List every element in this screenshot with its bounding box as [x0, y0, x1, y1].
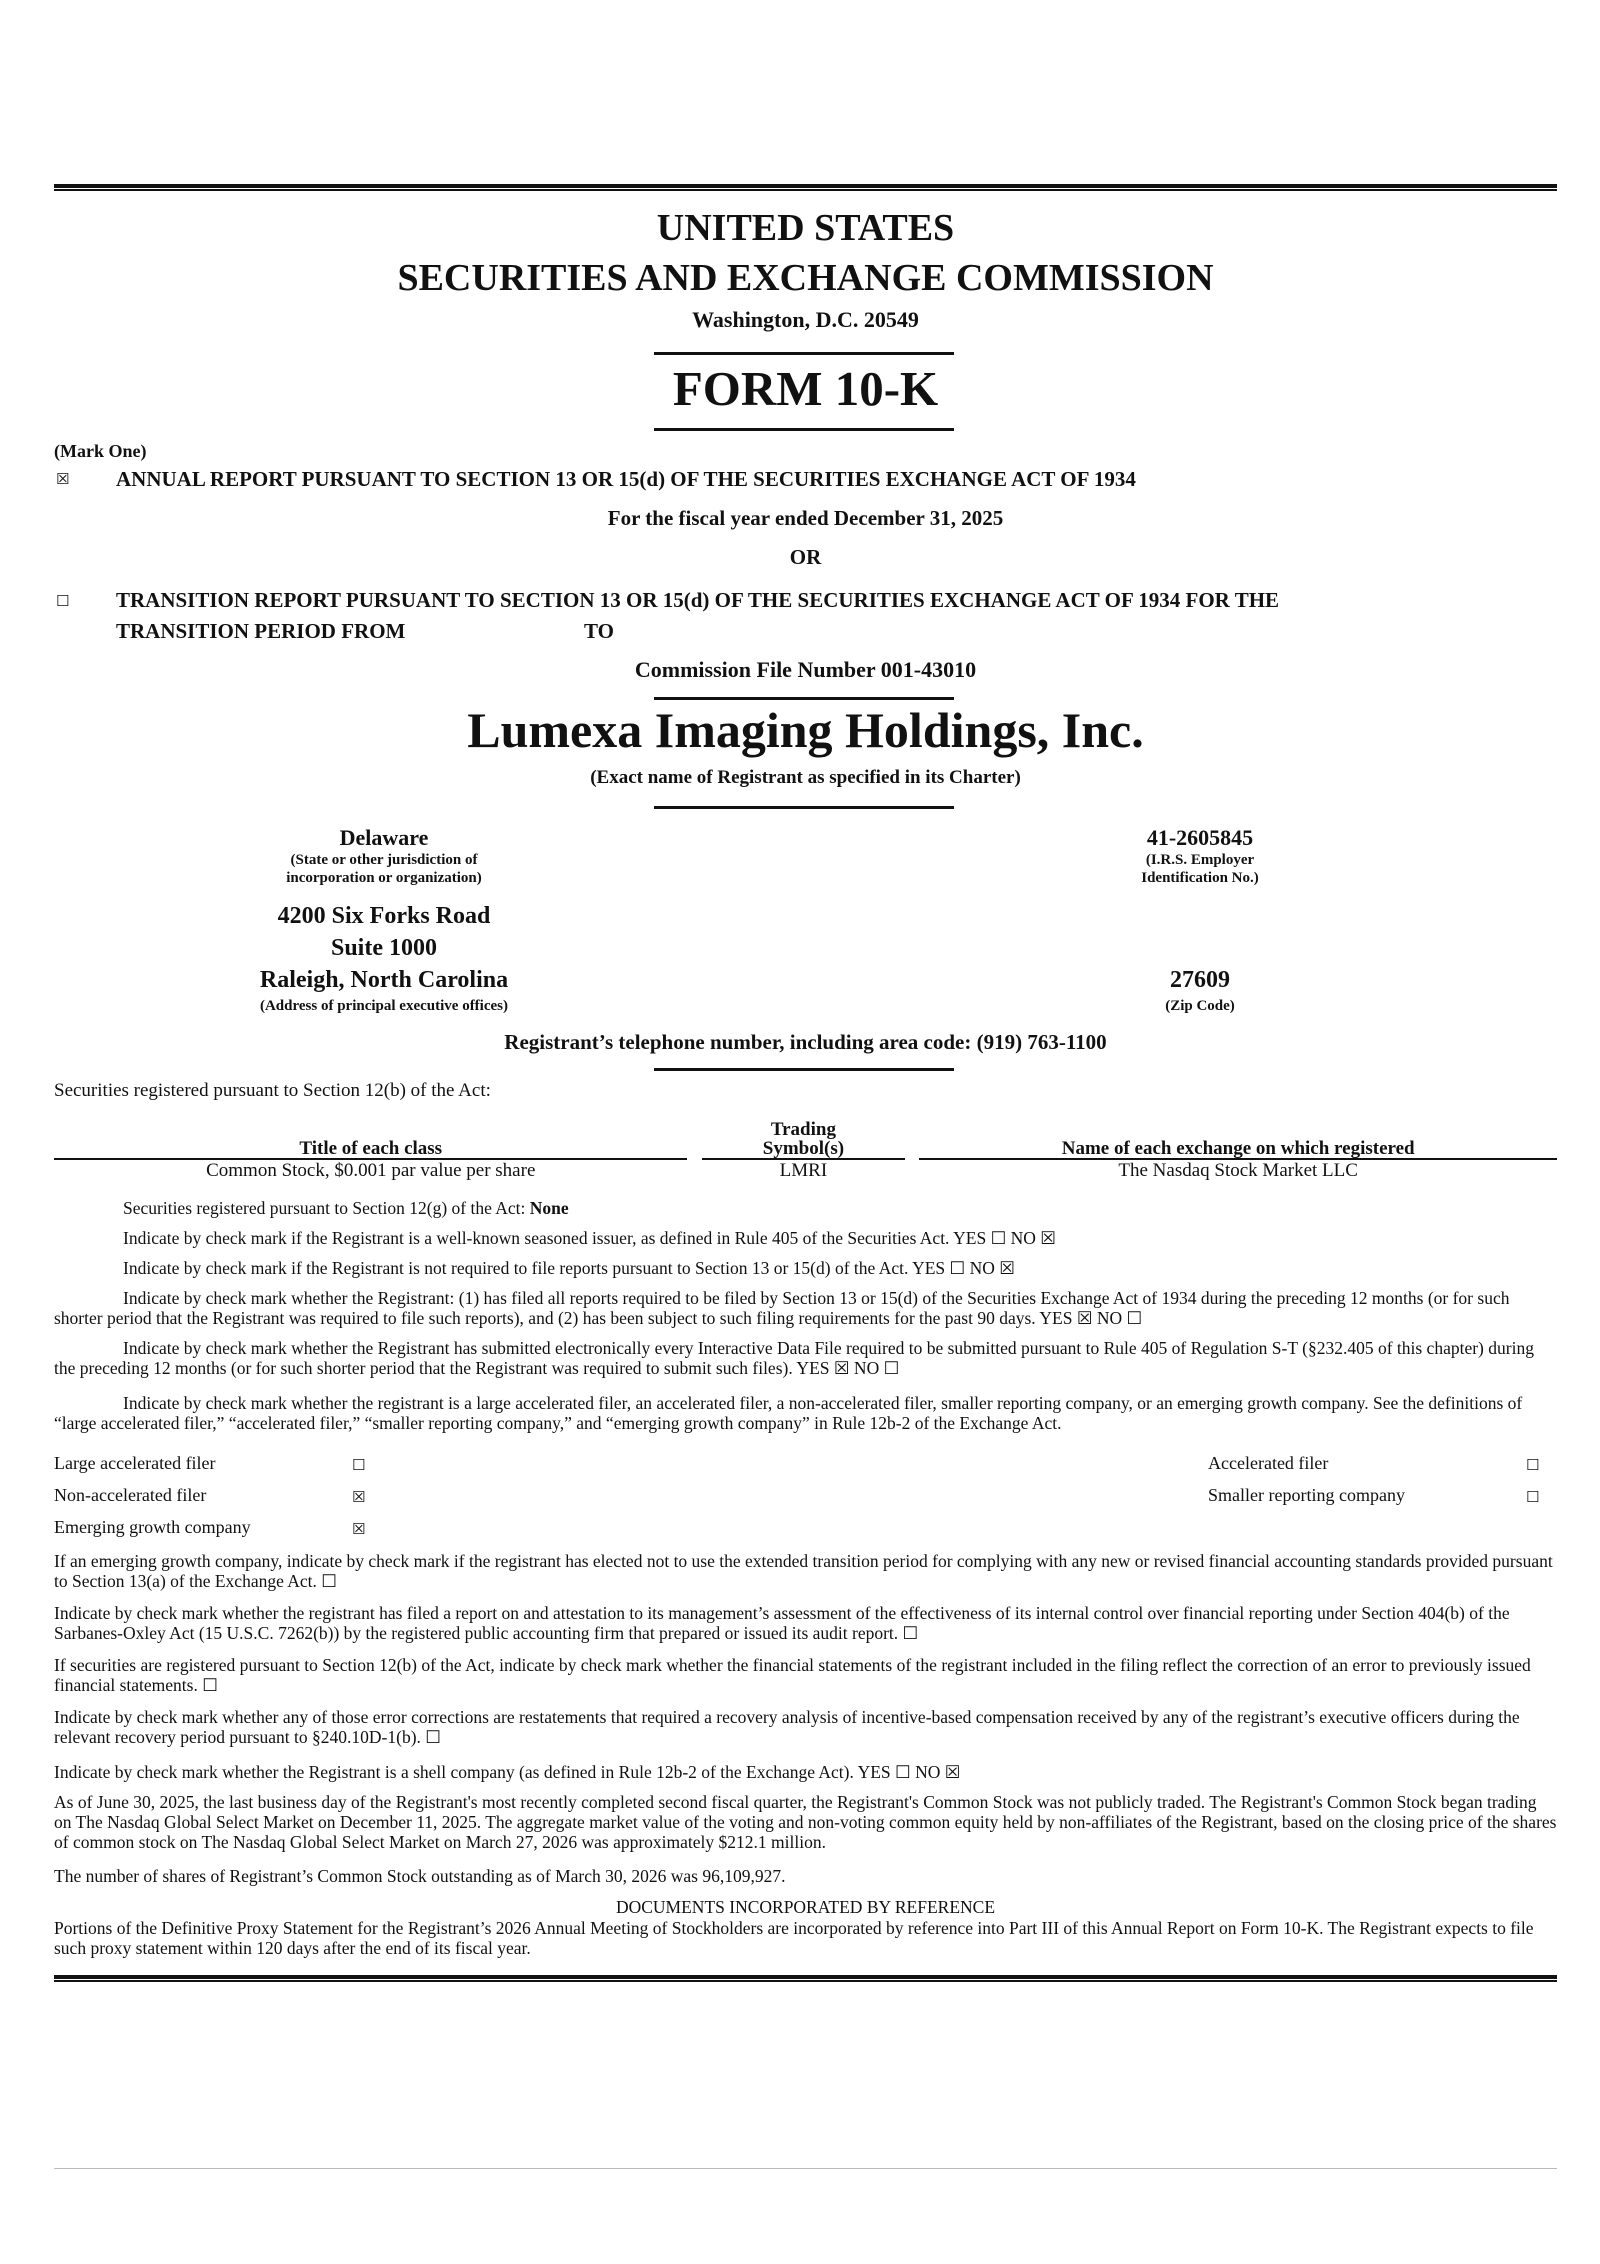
- restatement-check: Indicate by check mark whether any of those error corrections are restatements that required a recovery analysis of incentive-based compensation received by any of the registrant’s executive officers during the relevant recovery period pursuant to §240.10D-1(b). ☐: [54, 1707, 1520, 1747]
- registrant-name-caption: (Exact name of Registrant as specified in its Charter): [590, 767, 1021, 788]
- large-accelerated-filer-label: Large accelerated filer: [54, 1453, 216, 1473]
- state-block: [234, 825, 534, 887]
- transition-period-to: TO: [584, 619, 614, 643]
- page-footer-rule: [54, 2168, 1557, 2169]
- ein-block: [1100, 825, 1300, 887]
- egc-transition-check: If an emerging growth company, indicate by check mark if the registrant has elected not to use the extended transition period for complying with any new or revised financial accounting standards provided pursuant to Section 13(a) of the Exchange Act. ☐: [54, 1551, 1553, 1591]
- or-separator: OR: [789, 545, 822, 569]
- section-12g-label: Securities registered pursuant to Section 12(g) of the Act:: [123, 1198, 526, 1218]
- emerging-growth-checkbox: ☒: [352, 1520, 366, 1538]
- icfr-check: Indicate by check mark whether the registrant has filed a report on and attestation to its management’s assessment of the effectiveness of its internal control over financial reporting under Section 404(b) of the Sarbanes-Oxley Act (15 U.S.C. 7262(b)) by the registered public accounting firm that prepared or issued its audit report. ☐: [54, 1603, 1510, 1643]
- col-symbol-header-line-1: Trading: [770, 1119, 836, 1140]
- col-exchange-header: Name of each exchange on which registered: [919, 1110, 1557, 1160]
- non-accelerated-filer-label: Non-accelerated filer: [54, 1485, 207, 1505]
- shell-company-check: Indicate by check mark whether the Registrant is a shell company (as defined in Rule 12b-2 of the Exchange Act). YES ☐ NO ☒: [54, 1762, 961, 1782]
- section-12g-line: [123, 1198, 569, 1218]
- emerging-growth-label: Emerging growth company: [54, 1517, 251, 1537]
- ein-caption-2: Identification No.): [1141, 870, 1259, 886]
- ein-caption-1: (I.R.S. Employer: [1145, 852, 1255, 868]
- header-sec: SECURITIES AND EXCHANGE COMMISSION: [397, 257, 1214, 299]
- address-block: [234, 900, 534, 1016]
- shares-outstanding-line: The number of shares of Registrant’s Common Stock outstanding as of March 30, 2026 was 96,109,927.: [54, 1866, 786, 1886]
- interactive-data-check: Indicate by check mark whether the Registrant has submitted electronically every Interactive Data File required to be submitted pursuant to Rule 405 of Regulation S-T (§232.405 of this chapter) during the preceding 12 months (or for such shorter period that the Registrant was required to submit such files). YES ☒ NO ☐: [54, 1338, 1534, 1378]
- header-city: Washington, D.C. 20549: [692, 307, 919, 332]
- state-value: Delaware: [339, 825, 429, 850]
- top-double-rule: [54, 184, 1557, 191]
- zip-block: [1100, 964, 1300, 1016]
- col-symbol-header: [702, 1110, 905, 1160]
- form-title: FORM 10-K: [672, 361, 939, 416]
- filer-status-intro: Indicate by check mark whether the registrant is a large accelerated filer, an accelerated filer, a non-accelerated filer, smaller reporting company, or an emerging growth company. See the definitions of “large accelerated filer,” “accelerated filer,” “smaller reporting company,” and “emerging growth company” in Rule 12b-2 of the Exchange Act.: [54, 1393, 1523, 1433]
- registrant-name: Lumexa Imaging Holdings, Inc.: [467, 702, 1144, 758]
- security-exchange-cell: The Nasdaq Stock Market LLC: [1118, 1160, 1358, 1181]
- transition-report-text: TRANSITION REPORT PURSUANT TO SECTION 13 OR 15(d) OF THE SECURITIES EXCHANGE ACT OF 1934 FOR THE: [116, 588, 1280, 612]
- not-required-check: Indicate by check mark if the Registrant is not required to file reports pursuant to Section 13 or 15(d) of the Act. YES ☐ NO ☒: [123, 1258, 1015, 1278]
- market-value-paragraph: As of June 30, 2025, the last business day of the Registrant's most recently completed second fiscal quarter, the Registrant's Common Stock was not publicly traded. The Registrant's Common Stock began trading on The Nasdaq Global Select Market on December 11, 2025. The aggregate market value of the voting and non-voting common equity held by non-affiliates of the Registrant, based on the closing price of the shares of common stock on The Nasdaq Global Select Market on March 27, 2026 was approximately $212.1 million.: [54, 1792, 1557, 1852]
- non-accelerated-filer-checkbox: ☒: [352, 1488, 366, 1506]
- error-correction-check: If securities are registered pursuant to Section 12(b) of the Act, indicate by check mark whether the financial statements of the registrant included in the filing reflect the correction of an error to previously issued financial statements. ☐: [54, 1655, 1531, 1695]
- rule-under-phone: [654, 1068, 954, 1071]
- annual-report-checkbox: ☒: [56, 470, 70, 488]
- state-caption-1: (State or other jurisdiction of: [290, 852, 478, 868]
- large-accelerated-filer-checkbox: ☐: [352, 1456, 366, 1474]
- smaller-reporting-label: Smaller reporting company: [1208, 1485, 1405, 1505]
- securities-table: [54, 1110, 1557, 1182]
- transition-period-from: TRANSITION PERIOD FROM: [116, 619, 406, 643]
- documents-incorporated-text: Portions of the Definitive Proxy Statement for the Registrant’s 2026 Annual Meeting of Stockholders are incorporated by reference into Part III of this Annual Report on Form 10-K. The Registrant expects to file such proxy statement within 120 days after the end of its fiscal year.: [54, 1918, 1534, 1958]
- bottom-double-rule: [54, 1975, 1557, 1982]
- securities-12b-intro: Securities registered pursuant to Section 12(b) of the Act:: [54, 1080, 491, 1101]
- smaller-reporting-checkbox: ☐: [1526, 1488, 1540, 1506]
- accelerated-filer-label: Accelerated filer: [1208, 1453, 1329, 1473]
- security-symbol-cell: LMRI: [779, 1160, 828, 1181]
- header-united-states: UNITED STATES: [656, 207, 955, 249]
- transition-report-checkbox: ☐: [56, 592, 70, 610]
- accelerated-filer-checkbox: ☐: [1526, 1456, 1540, 1474]
- section-12g-value: None: [529, 1198, 569, 1218]
- mark-one-label: (Mark One): [54, 441, 147, 461]
- address-line-3: Raleigh, North Carolina: [259, 967, 509, 993]
- ein-value: 41-2605845: [1146, 825, 1254, 850]
- col-title-header: Title of each class: [54, 1110, 687, 1160]
- documents-incorporated-heading: DOCUMENTS INCORPORATED BY REFERENCE: [615, 1897, 996, 1917]
- table-row: [54, 1160, 1557, 1182]
- address-line-2: Suite 1000: [330, 935, 437, 961]
- rule-under-form: [654, 428, 954, 431]
- zip-value: 27609: [1170, 967, 1230, 993]
- commission-file-number: Commission File Number 001-43010: [634, 657, 977, 682]
- filed-reports-check: Indicate by check mark whether the Registrant: (1) has filed all reports required to be filed by Section 13 or 15(d) of the Securities Exchange Act of 1934 during the preceding 12 months (or for such shorter period that the Registrant was required to file such reports), and (2) has been subject to such filing requirements for the past 90 days. YES ☒ NO ☐: [54, 1288, 1510, 1328]
- security-title-cell: Common Stock, $0.001 par value per share: [206, 1160, 536, 1181]
- state-caption-2: incorporation or organization): [286, 870, 482, 886]
- col-symbol-header-line-2: Symbol(s): [762, 1138, 845, 1159]
- address-line-1: 4200 Six Forks Road: [277, 903, 491, 929]
- telephone-line: Registrant’s telephone number, including area code: (919) 763-1100: [504, 1030, 1107, 1054]
- annual-report-text: ANNUAL REPORT PURSUANT TO SECTION 13 OR 15(d) OF THE SECURITIES EXCHANGE ACT OF 1934: [116, 467, 1136, 491]
- rule-under-city: [654, 352, 954, 355]
- rule-under-name: [654, 806, 954, 809]
- zip-caption: (Zip Code): [1165, 998, 1235, 1014]
- address-caption: (Address of principal executive offices): [259, 998, 508, 1014]
- fiscal-year-line: For the fiscal year ended December 31, 2025: [607, 506, 1004, 530]
- wksi-check: Indicate by check mark if the Registrant is a well-known seasoned issuer, as defined in Rule 405 of the Securities Act. YES ☐ NO ☒: [123, 1228, 1056, 1248]
